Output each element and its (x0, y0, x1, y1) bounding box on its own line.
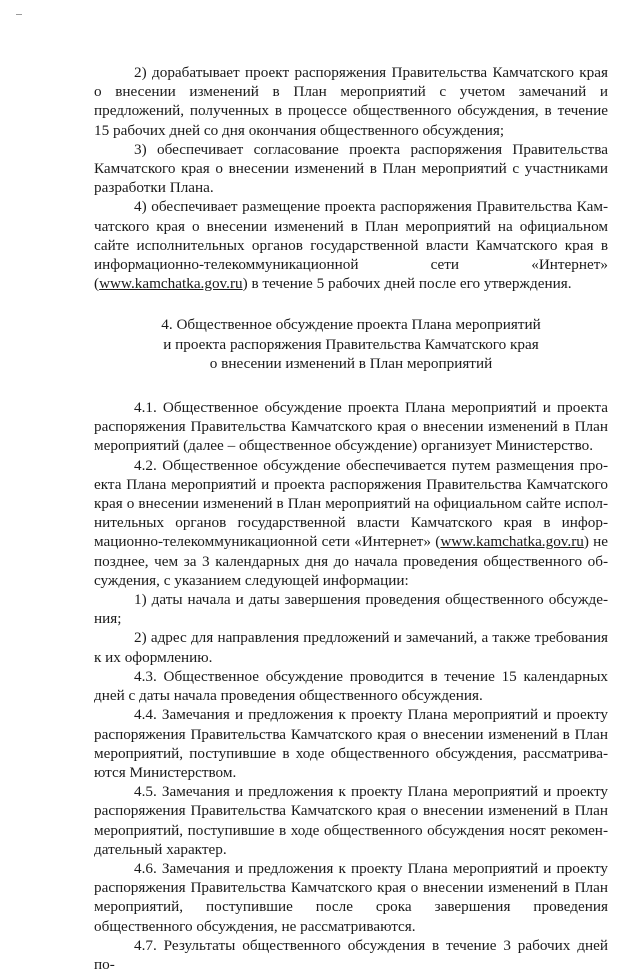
paragraph-4-2-text: 4.2. Общественное обсуждение обеспечивается путем размещения проекта Плана мероприятий и проекта распоряжения Правительства Камчатского края о внесении изменений в План мероприятий на официальном сайте исполнительных органов государственной власти Камчатского края в информационно-телекоммуникационной сети «Интернет» (94, 456, 608, 551)
section-4-heading (94, 315, 608, 373)
paragraph-3-2: 2) дорабатывает проект распоряжения Правительства Камчатского края о внесении изменений в План мероприятий с учетом замечаний и предложений, полученных в процессе общественного обсуждения, в течение 15 рабочих дней со дня окончания общественного обсуждения; (94, 64, 608, 139)
document-body (94, 63, 608, 974)
heading-line-1: 4. Общественное обсуждение проекта Плана мероприятий (161, 316, 541, 334)
website-link-2[interactable]: www.kamchatka.gov.ru (440, 533, 584, 551)
paragraph-4-1: 4.1. Общественное обсуждение проекта Плана мероприятий и проекта распоряжения Правительства Камчатского края о внесении изменений в План мероприятий (далее – общественное обсуждение) организует Министерство. (94, 399, 608, 455)
heading-line-2: и проекта распоряжения Правительства Камчатского края (163, 335, 539, 353)
paragraph-3-4-tail: в течение 5 рабочих дней после его утверждения. (247, 275, 572, 293)
heading-line-3: о внесении изменений в План мероприятий (209, 354, 493, 372)
paragraph-4-4: 4.4. Замечания и предложения к проекту Плана мероприятий и проекту распоряжения Правительства Камчатского края о внесении изменений в План мероприятий, поступившие в ходе общественного обсуждения, рассматриваются Министерством. (94, 706, 608, 781)
website-link[interactable]: www.kamchatka.gov.ru (99, 275, 243, 293)
list-item-address: 2) адрес для направления предложений и замечаний, а также требования к их оформлению. (94, 629, 608, 666)
paragraph-4-2-tail: не позднее, чем за 3 календарных дня до начала проведения общественного обсуждения, с указанием следующей информации: (94, 533, 608, 589)
paragraph-3-3: 3) обеспечивает согласование проекта распоряжения Правительства Камчатского края о внесении изменений в План мероприятий с участниками разработки Плана. (94, 140, 608, 197)
scan-mark (16, 14, 22, 15)
list-item-dates: 1) даты начала и даты завершения проведения общественного обсуждения; (94, 591, 608, 628)
paragraph-3-4: 4) обеспечивает размещение проекта распоряжения Правительства Камчатского края о внесении изменений в План мероприятий на официальном сайте исполнительных органов государственной власти Камчатского края в информационно-телекоммуникационной сети «Интернет» (www.kamchatka.gov.ru) в течение 5 рабочих дней после его утверждения. (94, 198, 608, 293)
paragraph-4-5: 4.5. Замечания и предложения к проекту Плана мероприятий и проекту распоряжения Правительства Камчатского края о внесении изменений в План мероприятий, поступившие в ходе общественного обсуждения носят рекомендательный характер. (94, 783, 608, 858)
paragraph-4-6: 4.6. Замечания и предложения к проекту Плана мероприятий и проекту распоряжения Правительства Камчатского края о внесении изменений в План мероприятий, поступившие после срока завершения проведения общественного обсуждения, не рассматриваются. (94, 859, 608, 935)
paragraph-4-7: 4.7. Результаты общественного обсуждения в течение 3 рабочих дней по- (94, 936, 608, 973)
paragraph-4-3: 4.3. Общественное обсуждение проводится в течение 15 календарных дней с даты начала проведения общественного обсуждения. (94, 667, 608, 705)
paragraph-3-4-text: 4) обеспечивает размещение проекта распоряжения Правительства Камчатского края о внесении изменений в План мероприятий на официальном сайте исполнительных органов государственной власти Камчатского края в информационно-телекоммуникационной сети «Интернет» (94, 198, 608, 274)
paragraph-4-2: 4.2. Общественное обсуждение обеспечивается путем размещения проекта Плана мероприятий и проекта распоряжения Правительства Камчатского края о внесении изменений в План мероприятий на официальном сайте исполнительных органов государственной власти Камчатского края в информационно-телекоммуникационной сети «Интернет» (www.kamchatka.gov.ru) не позднее, чем за 3 календарных дня до начала проведения общественного обсуждения, с указанием следующей информации: (94, 456, 608, 589)
